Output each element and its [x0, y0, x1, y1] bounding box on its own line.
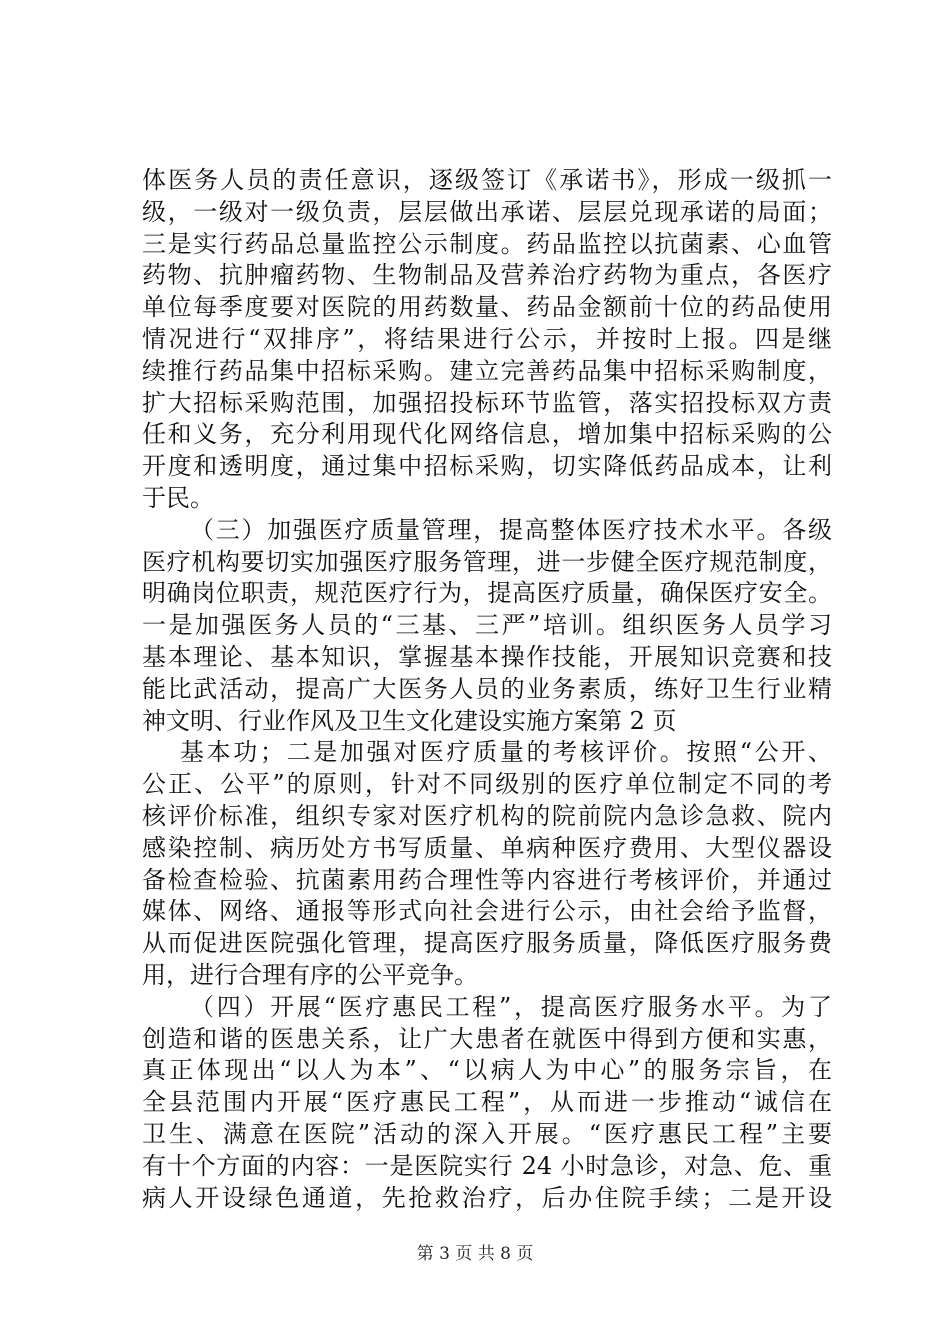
text-line: 有十个方面的内容：一是医院实行 24 小时急诊，对急、危、重: [142, 1151, 832, 1180]
text-line: 医疗机构要切实加强医疗服务管理，进一步健全医疗规范制度，: [142, 547, 832, 576]
text-line: 用，进行合理有序的公平竞争。: [142, 960, 478, 989]
text-line: 创造和谐的医患关系，让广大患者在就医中得到方便和实惠，: [142, 1024, 832, 1053]
text-line: 扩大招标采购范围，加强招投标环节监管，落实招投标双方责: [142, 388, 832, 417]
text-line: 基本功；二是加强对医疗质量的考核评价。按照“公开、: [180, 738, 832, 767]
text-line: 能比武活动，提高广大医务人员的业务素质，练好卫生行业精: [142, 674, 832, 703]
text-line: 三是实行药品总量监控公示制度。药品监控以抗菌素、心血管: [142, 229, 832, 258]
text-line: 体医务人员的责任意识，逐级签订《承诺书》，形成一级抓一: [142, 166, 832, 194]
document-body: [142, 165, 832, 1214]
text-line: 从而促进医院强化管理，提高医疗服务质量，降低医疗服务费: [142, 929, 832, 958]
text-line: 开度和透明度，通过集中招标采购，切实降低药品成本，让利: [142, 452, 832, 481]
text-line: 卫生、满意在医院”活动的深入开展。“医疗惠民工程”主要: [142, 1119, 832, 1148]
text-line: 病人开设绿色通道，先抢救治疗，后办住院手续；二是开设: [142, 1183, 832, 1212]
text-line: 于民。: [142, 483, 214, 512]
text-line: 续推行药品集中招标采购。建立完善药品集中招标采购制度，: [142, 356, 832, 385]
paragraph-heading-line: （三）加强医疗质量管理，提高整体医疗技术水平。各级: [190, 515, 832, 544]
text-line: 媒体、网络、通报等形式向社会进行公示，由社会给予监督，: [142, 897, 832, 926]
text-line: 全县范围内开展“医疗惠民工程”，从而进一步推动“诚信在: [142, 1088, 832, 1117]
page-footer: 第 3 页 共 8 页: [416, 1244, 534, 1264]
text-line: 级，一级对一级负责，层层做出承诺、层层兑现承诺的局面；: [142, 197, 832, 226]
text-line: 公正、公平”的原则，针对不同级别的医疗单位制定不同的考: [142, 770, 832, 799]
text-line: 核评价标准，组织专家对医疗机构的院前院内急诊急救、院内: [142, 801, 832, 830]
text-line: 神文明、行业作风及卫生文化建设实施方案第 2 页: [142, 706, 677, 735]
text-line: 一是加强医务人员的“三基、三严”培训。组织医务人员学习: [142, 611, 832, 640]
paragraph-heading-line: （四）开展“医疗惠民工程”，提高医疗服务水平。为了: [190, 992, 832, 1021]
text-line: 单位每季度要对医院的用药数量、药品金额前十位的药品使用: [142, 293, 832, 322]
text-line: 药物、抗肿瘤药物、生物制品及营养治疗药物为重点，各医疗: [142, 261, 832, 290]
text-line: 情况进行“双排序”，将结果进行公示，并按时上报。四是继: [142, 324, 832, 353]
text-line: 明确岗位职责，规范医疗行为，提高医疗质量，确保医疗安全。: [142, 579, 832, 608]
text-line: 任和义务，充分利用现代化网络信息，增加集中招标采购的公: [142, 420, 832, 449]
text-line: 真正体现出“以人为本”、“以病人为中心”的服务宗旨，在: [142, 1056, 832, 1085]
text-line: 感染控制、病历处方书写质量、单病种医疗费用、大型仪器设: [142, 833, 832, 862]
text-line: 基本理论、基本知识，掌握基本操作技能，开展知识竞赛和技: [142, 642, 832, 671]
text-line: 备检查检验、抗菌素用药合理性等内容进行考核评价，并通过: [142, 865, 832, 894]
